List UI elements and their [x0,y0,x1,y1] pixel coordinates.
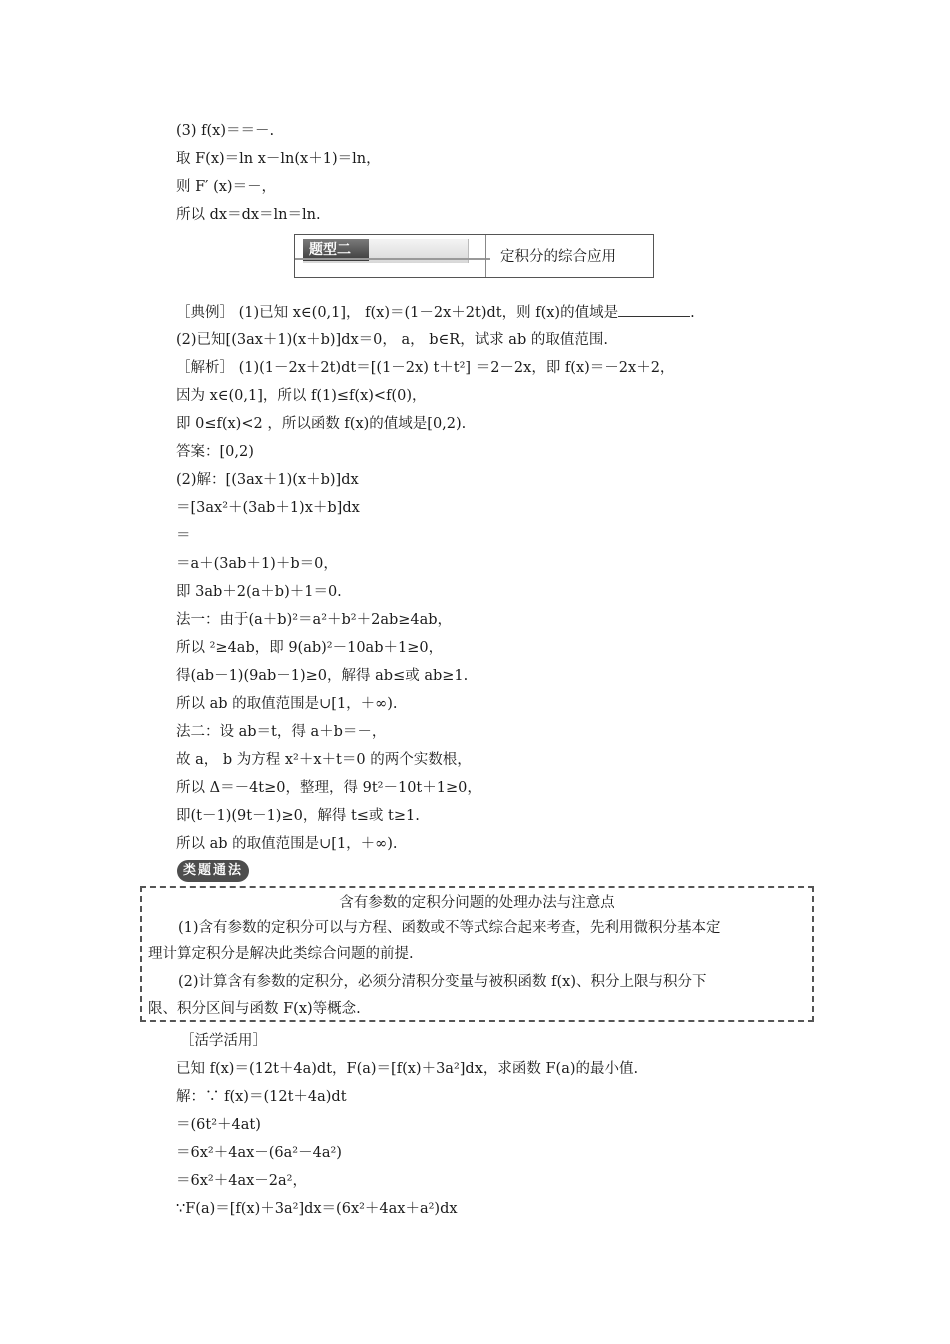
divider [485,235,486,277]
practice-line: ＝6x²＋4ax－(6a²－4a²) [176,1145,342,1161]
solution-line: 即(t－1)(9t－1)≥0，解得 t≤或 t≥1. [176,808,420,824]
example-question-2: (2)已知[(3ax＋1)(x＋b)]dx＝0， a， b∈R，试求 ab 的取值范围. [176,332,608,348]
solution-line: 故 a， b 为方程 x²＋x＋t＝0 的两个实数根， [176,752,472,768]
analysis-line: ［解析］ (1)(1－2x＋2t)dt＝[(1－2x) t＋t²] ＝2－2x，即 f(x)＝－2x＋2， [176,360,675,376]
practice-heading: ［活学活用］ [180,1033,267,1049]
solution-line: ＝ [176,528,191,544]
question-text: ［典例］ (1)已知 x∈(0,1]， f(x)＝(1－2x＋2t)dt，则 f(x)的值域是 [176,305,619,321]
summary-box [140,886,814,1022]
summary-line: (2)计算含有参数的定积分，必须分清积分变量与被积函数 f(x)、积分上限与积分下 [178,974,707,990]
section-title: 定积分的综合应用 [500,249,616,265]
section-tag-label: 题型二 [303,239,369,261]
solution-line: 所以 ab 的取值范围是∪[1，＋∞). [176,836,398,852]
practice-line: ＝6x²＋4ax－2a²， [176,1173,307,1189]
text-line: (3) f(x)＝＝－. [176,123,275,139]
question-end: . [690,305,695,321]
example-question-1 [176,302,695,323]
solution-line: ＝a＋(3ab＋1)＋b＝0， [176,556,338,572]
practice-line: ∵F(a)＝[f(x)＋3a²]dx＝(6x²＋4ax＋a²)dx [176,1201,458,1217]
text-line: 则 F′ (x)＝－， [176,179,277,195]
text-line: 所以 dx＝dx＝ln＝ln. [176,207,321,223]
analysis-line: 因为 x∈(0,1]，所以 f(1)≤f(x)<f(0)， [176,388,427,404]
summary-line: (1)含有参数的定积分可以与方程、函数或不等式综合起来考查，先利用微积分基本定 [178,920,721,936]
answer-line: 答案：[0,2) [176,444,254,460]
solution-line: 法一：由于(a＋b)²＝a²＋b²＋2ab≥4ab， [176,612,453,628]
analysis-line: 即 0≤f(x)<2 ，所以函数 f(x)的值域是[0,2). [176,416,467,432]
answer-blank [618,302,690,317]
text-line: 取 F(x)＝ln x－ln(x＋1)＝ln， [176,151,381,167]
practice-line: 解：∵ f(x)＝(12t＋4a)dt [176,1089,347,1105]
practice-line: 已知 f(x)＝(12t＋4a)dt，F(a)＝[f(x)＋3a²]dx，求函数 F(a)的最小值. [176,1061,639,1077]
summary-title: 含有参数的定积分问题的处理办法与注意点 [339,895,615,911]
method-badge: 类题通法 [177,860,249,882]
divider [295,258,490,260]
solution-line: 得(ab－1)(9ab－1)≥0，解得 ab≤或 ab≥1. [176,668,469,684]
summary-line: 理计算定积分是解决此类综合问题的前提. [148,946,414,962]
solution-line: 法二：设 ab＝t，得 a＋b＝－， [176,724,387,740]
solution-line: 所以 Δ＝－4t≥0，整理，得 9t²－10t＋1≥0， [176,780,482,796]
practice-line: ＝(6t²＋4at) [176,1117,261,1133]
solution-line: (2)解：[(3ax＋1)(x＋b)]dx [176,472,359,488]
section-banner [294,234,654,278]
solution-line: 所以 ab 的取值范围是∪[1，＋∞). [176,696,398,712]
solution-line: 即 3ab＋2(a＋b)＋1＝0. [176,584,342,600]
solution-line: ＝[3ax²＋(3ab＋1)x＋b]dx [176,500,360,516]
summary-line: 限、积分区间与函数 F(x)等概念. [148,1001,361,1017]
solution-line: 所以 ²≥4ab，即 9(ab)²－10ab＋1≥0， [176,640,444,656]
